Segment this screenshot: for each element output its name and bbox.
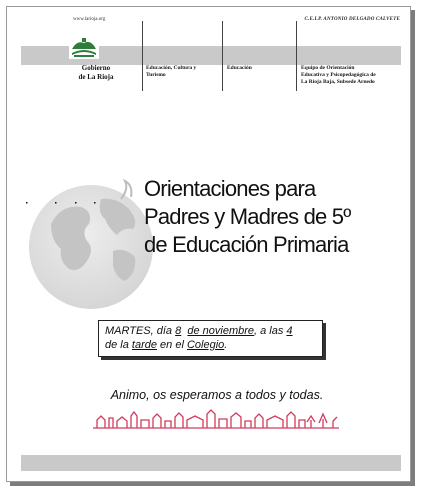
footer-band: [21, 455, 401, 471]
department-education: Educación: [227, 65, 252, 71]
department-culture: Educación, Cultura y Turismo: [146, 65, 197, 78]
globe-icon: [21, 169, 161, 314]
document-title: Orientaciones para Padres y Madres de 5º de Educación Primaria: [144, 176, 351, 257]
header-divider: [222, 21, 223, 91]
decorative-dots: [21, 199, 121, 207]
website-url: www.larioja.org: [73, 17, 106, 22]
school-name: C.E.I.P. ANTONIO DELGADO CALVETE: [304, 17, 400, 22]
government-logo-icon: [69, 35, 99, 59]
department-orientation-team: Equipo de Orientación Educativa y Psicopedagógica de La Rioja Baja, Subsede Arnedo: [301, 65, 376, 85]
header-divider: [296, 21, 297, 91]
meeting-details-box: MARTES, día 8 de noviembre, a las 4 de la tarde en el Colegio.: [98, 320, 323, 357]
closing-message: Animo, os esperamos a todos y todas.: [110, 388, 324, 402]
government-name: Gobierno de La Rioja: [78, 64, 114, 81]
document-page: [6, 6, 411, 482]
town-skyline-icon: [91, 408, 341, 430]
header-divider: [142, 21, 143, 91]
